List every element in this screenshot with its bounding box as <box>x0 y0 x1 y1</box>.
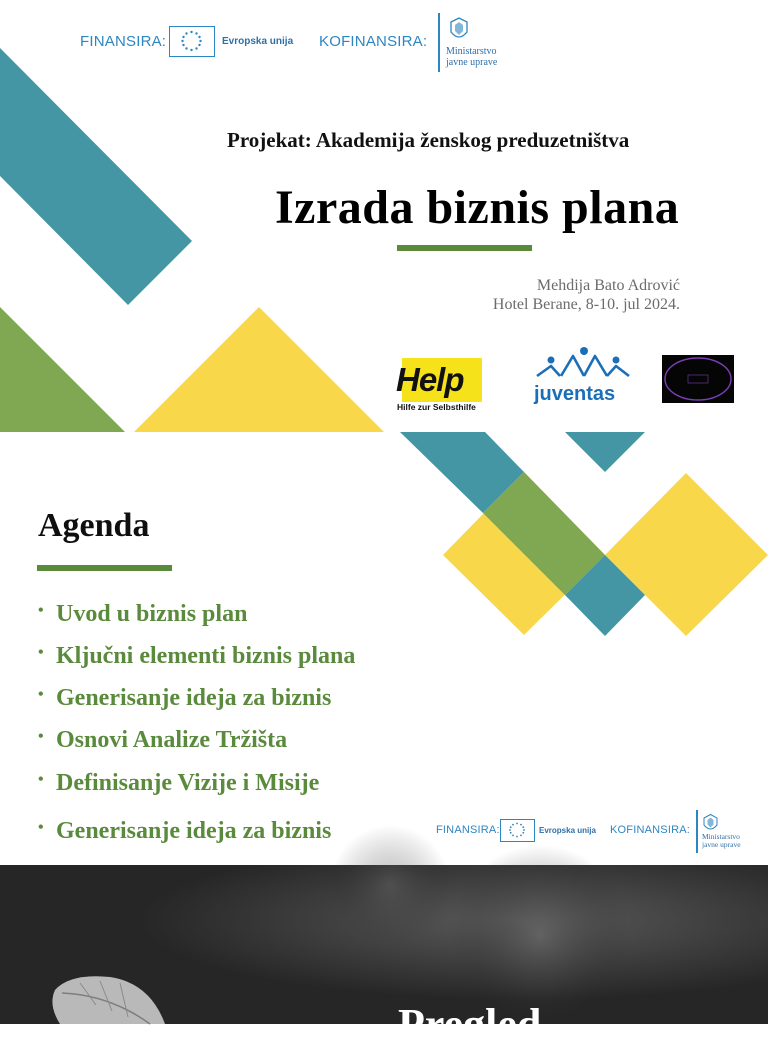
teal-diagonal-band <box>0 48 192 305</box>
montenegro-coat-of-arms-icon <box>702 813 719 834</box>
ministry-line-2: javne uprave <box>446 56 498 68</box>
yellow-triangle <box>134 307 384 432</box>
bullet-icon: • <box>38 686 44 703</box>
agenda-item <box>38 643 355 670</box>
bullet-icon: • <box>38 644 44 661</box>
presentation-title: Izrada biznis plana <box>275 181 680 234</box>
agenda-item <box>38 601 247 628</box>
ministry-line-1: Ministarstvo <box>702 832 740 841</box>
funded-label: FINANSIRA: <box>80 33 167 50</box>
agenda-item-text: Osnovi Analize Tržišta <box>56 727 288 753</box>
montenegro-coat-of-arms-icon <box>448 16 470 44</box>
green-triangle <box>0 307 125 432</box>
help-logo <box>396 357 491 411</box>
agenda-item <box>38 818 331 845</box>
agenda-slide <box>0 432 768 865</box>
ministry-divider <box>696 810 698 853</box>
agenda-item <box>38 685 331 712</box>
ministry-name <box>446 47 497 68</box>
agenda-item <box>38 727 287 754</box>
agenda-item-text: Generisanje ideja za biznis <box>56 685 332 711</box>
ministry-divider <box>438 13 440 72</box>
teal-triangle-top <box>565 432 645 472</box>
bullet-icon: • <box>38 819 44 836</box>
agenda-heading: Agenda <box>38 507 150 544</box>
cofunded-label: KOFINANSIRA: <box>610 824 691 836</box>
eu-label: Evropska unija <box>222 36 294 47</box>
author-block <box>493 276 680 314</box>
cofunded-label: KOFINANSIRA: <box>319 33 428 50</box>
juventas-figures-icon <box>533 346 631 386</box>
eu-flag-icon <box>169 26 215 57</box>
juventas-logo-text: juventas <box>534 383 616 405</box>
overview-slide-partial <box>0 865 768 1049</box>
agenda-item-text: Uvod u biznis plan <box>56 601 248 627</box>
eu-flag-icon <box>500 819 535 842</box>
venue-date: Hotel Berane, 8-10. jul 2024. <box>492 296 680 313</box>
bullet-icon: • <box>38 602 44 619</box>
ministry-line-1: Ministarstvo <box>446 46 497 57</box>
leaf-background-image <box>0 865 768 1024</box>
agenda-item-text: Ključni elementi biznis plana <box>56 643 356 669</box>
help-logo-text: Help <box>396 361 464 398</box>
partner-logo-dark <box>662 355 734 403</box>
purple-circle-logo-icon <box>662 355 734 403</box>
ministry-line-2: javne uprave <box>702 839 741 849</box>
project-name: Projekat: Akademija ženskog preduzetništva <box>227 128 630 152</box>
eu-label: Evropska unija <box>539 826 596 835</box>
slide-title: Pregled <box>398 1000 542 1049</box>
title-underline <box>397 245 532 251</box>
agenda-item-text: Generisanje ideja za biznis <box>56 818 332 844</box>
bullet-icon: • <box>38 728 44 745</box>
bullet-icon: • <box>38 771 44 788</box>
author-name: Mehdija Bato Adrović <box>536 277 680 294</box>
help-logo-subtitle: Hilfe zur Selbsthilfe <box>397 402 476 412</box>
agenda-item <box>38 770 319 797</box>
ministry-name <box>702 833 741 849</box>
title-slide <box>0 0 768 432</box>
funded-label: FINANSIRA: <box>436 824 500 836</box>
agenda-item-text: Definisanje Vizije i Misije <box>56 770 320 796</box>
yellow-diamond-right <box>605 473 768 636</box>
juventas-logo <box>530 346 634 408</box>
agenda-underline <box>37 565 172 571</box>
